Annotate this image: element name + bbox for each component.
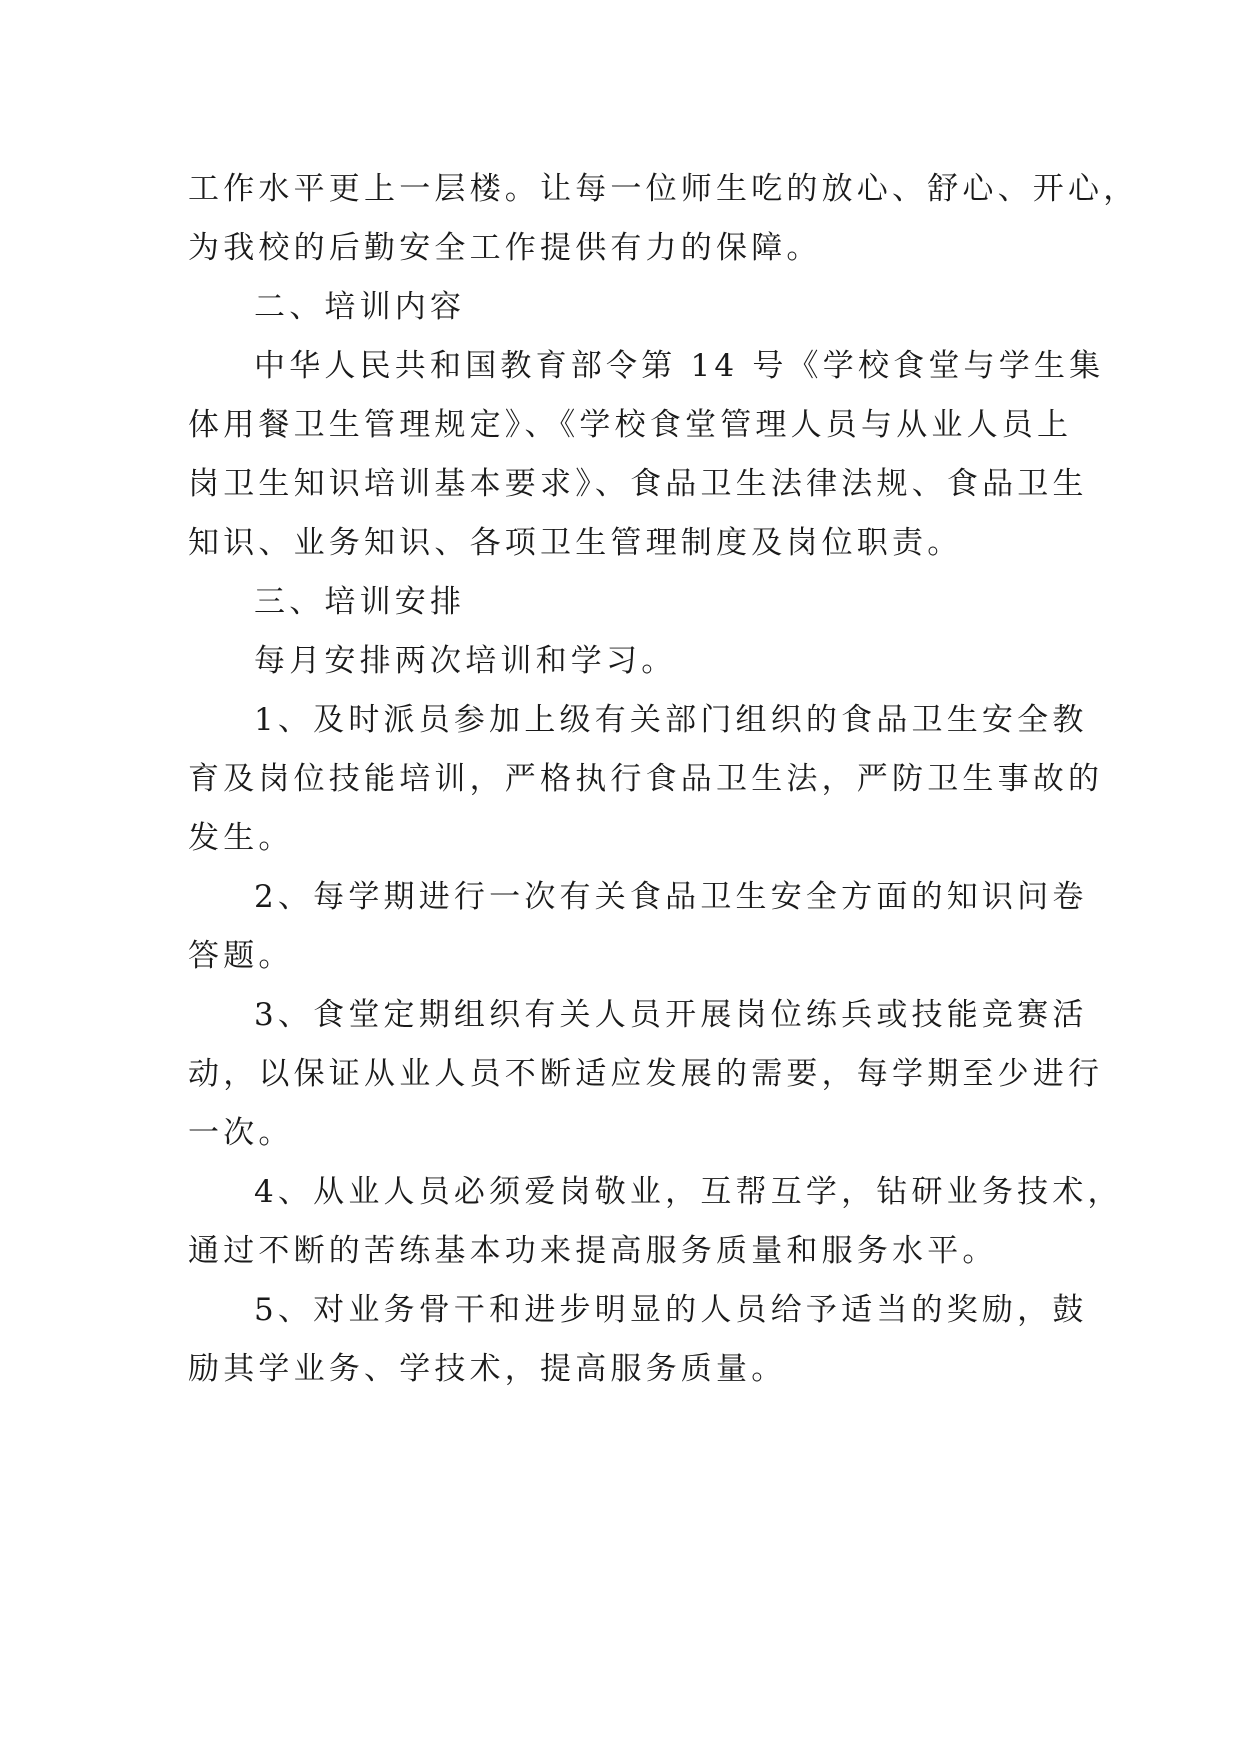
paragraph-training-content — [188, 337, 1105, 573]
text-line: 为我校的后勤安全工作提供有力的保障。 — [188, 230, 822, 266]
text-line: 每月安排两次培训和学习。 — [254, 643, 677, 679]
text-line: 动，以保证从业人员不断适应发展的需要，每学期至少进行 — [188, 1056, 1104, 1092]
list-item-3 — [188, 986, 1104, 1163]
section-heading-training-content — [188, 278, 1058, 337]
text-line: 1、及时派员参加上级有关部门组织的食品卫生安全教 — [254, 702, 1088, 738]
paragraph-intro-continuation — [188, 160, 1139, 278]
list-item-4 — [188, 1163, 1123, 1281]
text-line: 3、食堂定期组织有关人员开展岗位练兵或技能竞赛活 — [254, 997, 1088, 1033]
text-line: 岗卫生知识培训基本要求》、食品卫生法律法规、食品卫生 — [188, 466, 1088, 502]
list-item-1 — [188, 691, 1104, 868]
section-heading-training-schedule — [188, 573, 1058, 632]
list-item-2 — [188, 868, 1088, 986]
text-line: 答题。 — [188, 938, 294, 974]
list-item-5 — [188, 1281, 1088, 1399]
text-line: 通过不断的苦练基本功来提高服务质量和服务水平。 — [188, 1233, 998, 1269]
text-line: 育及岗位技能培训，严格执行食品卫生法，严防卫生事故的 — [188, 761, 1104, 797]
paragraph-schedule-intro — [188, 632, 1058, 691]
text-line: 一次。 — [188, 1115, 294, 1151]
heading-line: 二、培训内容 — [254, 289, 466, 325]
text-line: 发生。 — [188, 820, 294, 856]
text-line: 4、从业人员必须爱岗敬业，互帮互学，钻研业务技术， — [254, 1174, 1123, 1210]
text-line: 中华人民共和国教育部令第 14 号《学校食堂与学生集 — [254, 348, 1105, 384]
document-body — [188, 160, 1139, 1399]
text-line: 5、对业务骨干和进步明显的人员给予适当的奖励，鼓 — [254, 1292, 1088, 1328]
text-line: 知识、业务知识、各项卫生管理制度及岗位职责。 — [188, 525, 963, 561]
text-line: 工作水平更上一层楼。让每一位师生吃的放心、舒心、开心， — [188, 171, 1139, 207]
heading-line: 三、培训安排 — [254, 584, 466, 620]
text-line: 励其学业务、学技术，提高服务质量。 — [188, 1351, 787, 1387]
text-line: 2、每学期进行一次有关食品卫生安全方面的知识问卷 — [254, 879, 1088, 915]
text-line: 体用餐卫生管理规定》、《学校食堂管理人员与从业人员上 — [188, 407, 1073, 443]
